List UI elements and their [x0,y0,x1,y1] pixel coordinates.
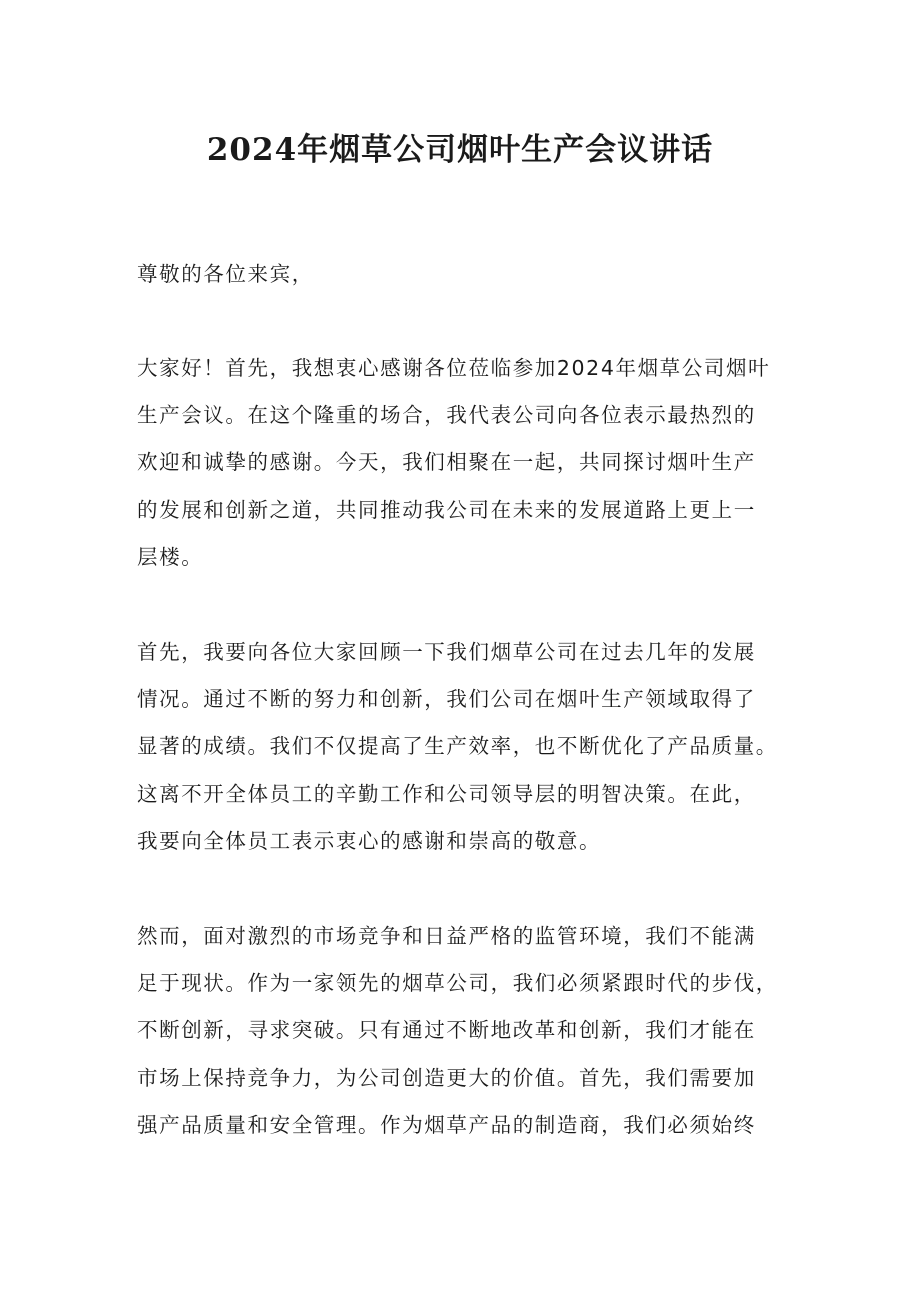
paragraph-line: 然而，面对激烈的市场竞争和日益严格的监管环境，我们不能满 [137,924,756,948]
paragraph-line: 欢迎和诚挚的感谢。今天，我们相聚在一起，共同探讨烟叶生产 [137,450,756,474]
paragraph-line: 不断创新，寻求突破。只有通过不断地改革和创新，我们才能在 [137,1018,756,1042]
paragraph-line: 首先，我要向各位大家回顾一下我们烟草公司在过去几年的发展 [137,640,756,664]
salutation: 尊敬的各位来宾， [137,262,314,286]
paragraph-line: 情况。通过不断的努力和创新，我们公司在烟叶生产领域取得了 [137,687,756,711]
paragraph-line: 显著的成绩。我们不仅提高了生产效率，也不断优化了产品质量。 [137,734,778,758]
paragraph-line: 生产会议。在这个隆重的场合，我代表公司向各位表示最热烈的 [137,403,756,427]
paragraph-line: 层楼。 [137,545,204,569]
paragraph-line: 强产品质量和安全管理。作为烟草产品的制造商，我们必须始终 [137,1113,756,1137]
paragraph-line: 的发展和创新之道，共同推动我公司在未来的发展道路上更上一 [137,498,756,522]
paragraph-line: 大家好！首先，我想衷心感谢各位莅临参加2024年烟草公司烟叶 [137,356,771,380]
paragraph-line: 这离不开全体员工的辛勤工作和公司领导层的明智决策。在此， [137,782,756,806]
document-title: 2024年烟草公司烟叶生产会议讲话 [206,132,714,168]
paragraph-line: 我要向全体员工表示衷心的感谢和崇高的敬意。 [137,829,602,853]
paragraph-line: 足于现状。作为一家领先的烟草公司，我们必须紧跟时代的步伐， [137,971,778,995]
paragraph-line: 市场上保持竞争力，为公司创造更大的价值。首先，我们需要加 [137,1066,756,1090]
